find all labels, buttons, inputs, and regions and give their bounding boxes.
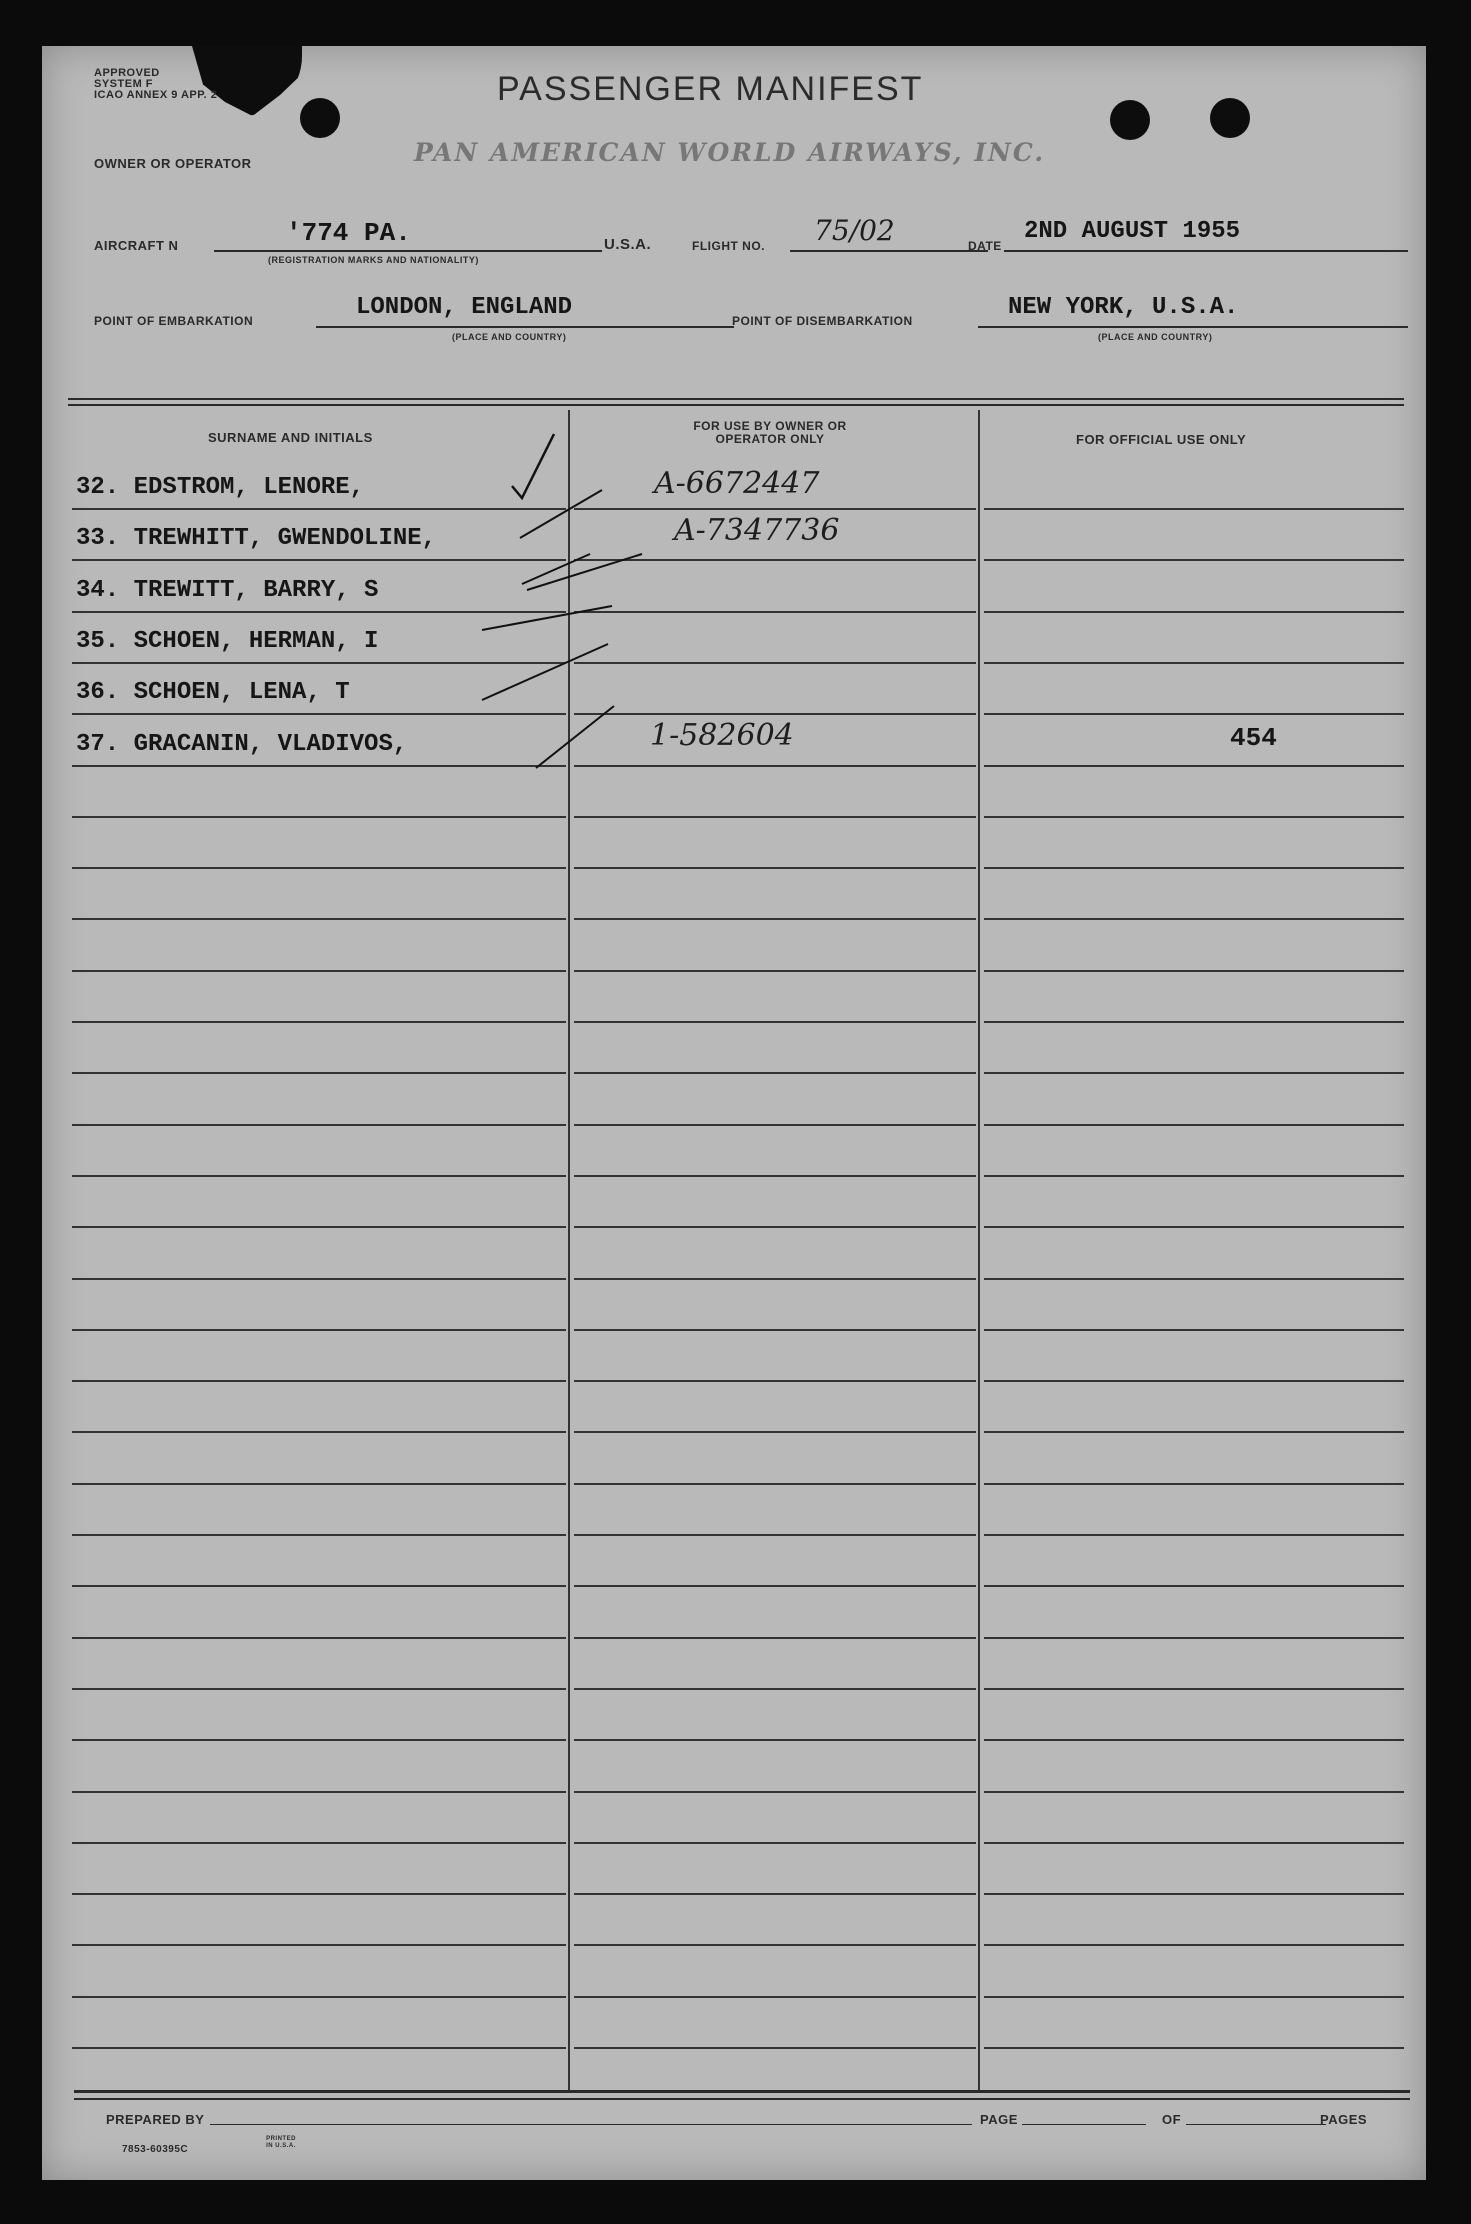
header-surname: SURNAME AND INITIALS <box>208 430 373 445</box>
strike-mark-2 <box>520 490 602 538</box>
passenger-name: 33. TREWHITT, GWENDOLINE, <box>76 525 437 552</box>
check-mark-1 <box>512 434 554 498</box>
country-label: U.S.A. <box>604 236 652 253</box>
strike-mark-4 <box>482 606 612 630</box>
embark-caption: (PLACE AND COUNTRY) <box>452 332 567 342</box>
operator-note: A-6672447 <box>654 466 820 501</box>
date-label: DATE <box>968 239 1002 253</box>
printed-mark: PRINTED IN U.S.A. <box>266 2136 296 2149</box>
registration-caption: (REGISTRATION MARKS AND NATIONALITY) <box>268 255 479 265</box>
approval-notice: APPROVED SYSTEM F ICAO ANNEX 9 APP. 2 <box>94 67 218 101</box>
passenger-name: 36. SCHOEN, LENA, T <box>76 679 350 706</box>
table-bottom-rule-1 <box>74 2090 1410 2093</box>
strike-mark-5 <box>482 644 608 700</box>
form-code: 7853-60395C <box>122 2144 189 2155</box>
operator-note: 1-582604 <box>650 718 794 753</box>
page-label: PAGE <box>980 2112 1018 2127</box>
strike-mark-3 <box>522 554 642 590</box>
disembark-value: NEW YORK, U.S.A. <box>1008 294 1239 321</box>
disembark-label: POINT OF DISEMBARKATION <box>732 314 913 328</box>
header-official: FOR OFFICIAL USE ONLY <box>1076 432 1247 447</box>
passenger-name: 35. SCHOEN, HERMAN, I <box>76 628 379 655</box>
check-marks <box>42 46 1426 2180</box>
official-note: 454 <box>1230 723 1277 753</box>
strike-mark-6 <box>536 706 614 768</box>
table-bottom-rule-2 <box>74 2098 1410 2100</box>
embark-label: POINT OF EMBARKATION <box>94 314 254 328</box>
operator-note: A-7347736 <box>674 513 840 548</box>
manifest-sheet <box>42 46 1426 2180</box>
aircraft-value: '774 PA. <box>286 218 411 248</box>
disembark-caption: (PLACE AND COUNTRY) <box>1098 332 1213 342</box>
passenger-name: 37. GRACANIN, VLADIVOS, <box>76 731 408 758</box>
page-title: PASSENGER MANIFEST <box>497 70 924 108</box>
passenger-name: 34. TREWITT, BARRY, S <box>76 577 379 604</box>
prepared-by-label: PREPARED BY <box>106 2112 205 2127</box>
flight-value: 75/02 <box>814 214 895 247</box>
flight-label: FLIGHT NO. <box>692 239 765 253</box>
owner-label: OWNER OR OPERATOR <box>94 156 252 171</box>
operator-name: PAN AMERICAN WORLD AIRWAYS, INC. <box>414 138 1046 167</box>
header-operator: FOR USE BY OWNER OR OPERATOR ONLY <box>693 419 847 446</box>
aircraft-label: AIRCRAFT N <box>94 238 179 253</box>
passenger-name: 32. EDSTROM, LENORE, <box>76 474 365 501</box>
pages-label: PAGES <box>1320 2112 1368 2127</box>
prepared-by-line <box>210 2124 972 2125</box>
of-label: OF <box>1162 2112 1182 2127</box>
page-line <box>1022 2124 1146 2125</box>
of-line <box>1186 2124 1326 2125</box>
embark-value: LONDON, ENGLAND <box>356 294 573 321</box>
date-value: 2ND AUGUST 1955 <box>1024 218 1241 245</box>
